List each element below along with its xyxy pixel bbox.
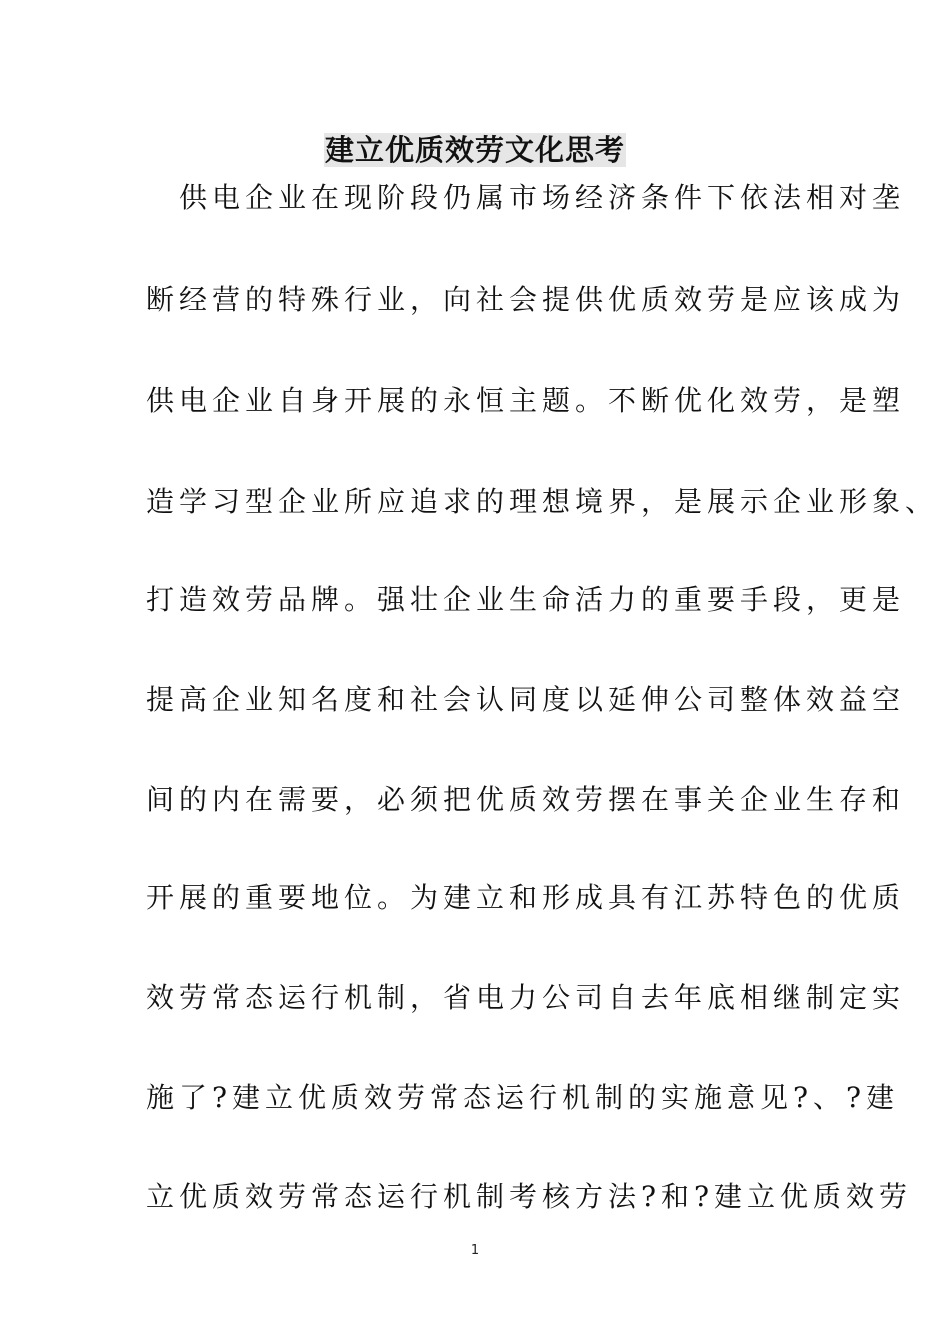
- body-line: 提高企业知名度和社会认同度以延伸公司整体效益空: [146, 683, 906, 716]
- body-line: 供电企业在现阶段仍属市场经济条件下依法相对垄: [146, 181, 906, 214]
- body-line: 断经营的特殊行业，向社会提供优质效劳是应该成为: [146, 283, 906, 316]
- body-line: 效劳常态运行机制，省电力公司自去年底相继制定实: [146, 981, 906, 1014]
- document-title: [0, 128, 950, 172]
- body-line: 造学习型企业所应追求的理想境界，是展示企业形象、: [146, 485, 939, 518]
- body-line: 开展的重要地位。为建立和形成具有江苏特色的优质: [146, 881, 906, 914]
- body-line: 供电企业自身开展的永恒主题。不断优化效劳，是塑: [146, 384, 906, 417]
- body-line: 间的内在需要，必须把优质效劳摆在事关企业生存和: [146, 783, 906, 816]
- body-line: 打造效劳品牌。强壮企业生命活力的重要手段，更是: [146, 583, 906, 616]
- document-title-text: 建立优质效劳文化思考: [324, 133, 625, 167]
- body-line: 立优质效劳常态运行机制考核方法?和?建立优质效劳: [146, 1180, 913, 1213]
- body-line: 施了?建立优质效劳常态运行机制的实施意见?、?建: [146, 1081, 900, 1114]
- page-number: 1: [470, 1243, 480, 1258]
